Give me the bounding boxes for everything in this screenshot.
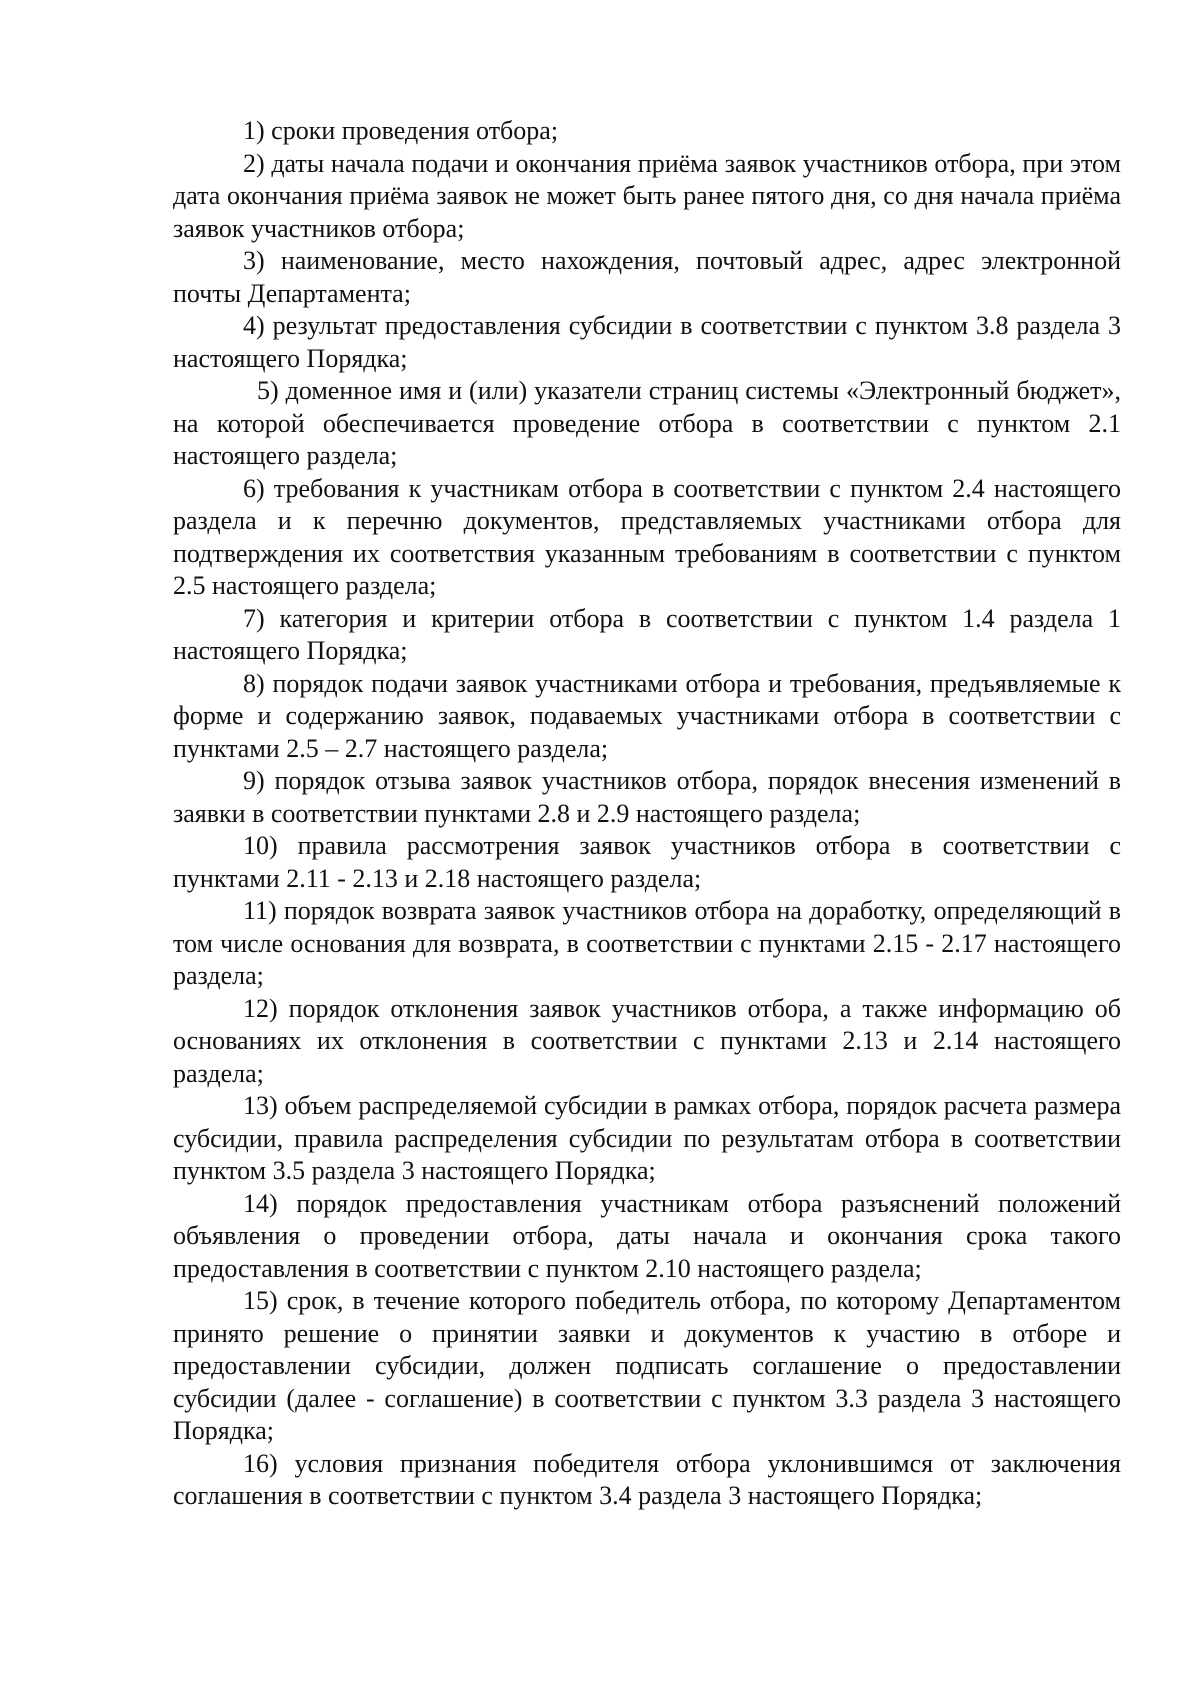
document-body	[173, 115, 1121, 1513]
list-item: 16) условия признания победителя отбора уклонившимся от заключения соглашения в соответствии с пунктом 3.4 раздела 3 настоящего Порядка;	[173, 1448, 1121, 1510]
list-item: 7) категория и критерии отбора в соответствии с пунктом 1.4 раздела 1 настоящего Порядка;	[173, 603, 1121, 665]
list-item: 8) порядок подачи заявок участниками отбора и требования, предъявляемые к форме и содержанию заявок, подаваемых участниками отбора в соответствии с пунктами 2.5 – 2.7 настоящего раздела;	[173, 668, 1121, 763]
list-item: 5) доменное имя и (или) указатели страниц системы «Электронный бюджет», на которой обеспечивается проведение отбора в соответствии с пунктом 2.1 настоящего раздела;	[173, 376, 1121, 470]
list-item: 14) порядок предоставления участникам отбора разъяснений положений объявления о проведении отбора, даты начала и окончания срока такого предоставления в соответствии с пунктом 2.10 настоящего раздела;	[173, 1188, 1121, 1283]
list-item: 2) даты начала подачи и окончания приёма заявок участников отбора, при этом дата окончания приёма заявок не может быть ранее пятого дня, со дня начала приёма заявок участников отбора;	[173, 148, 1121, 243]
list-item: 10) правила рассмотрения заявок участников отбора в соответствии с пунктами 2.11 - 2.13 и 2.18 настоящего раздела;	[173, 831, 1121, 893]
list-item: 4) результат предоставления субсидии в соответствии с пунктом 3.8 раздела 3 настоящего Порядка;	[173, 311, 1121, 373]
list-item: 12) порядок отклонения заявок участников отбора, а также информацию об основаниях их отклонения в соответствии с пунктами 2.13 и 2.14 настоящего раздела;	[173, 993, 1121, 1088]
list-item: 13) объем распределяемой субсидии в рамках отбора, порядок расчета размера субсидии, правила распределения субсидии по результатам отбора в соответствии пунктом 3.5 раздела 3 настоящего Порядка;	[173, 1091, 1121, 1185]
list-item: 3) наименование, место нахождения, почтовый адрес, адрес электронной почты Департамента;	[173, 246, 1121, 308]
list-item: 15) срок, в течение которого победитель отбора, по которому Департаментом принято решение о принятии заявки и документов к участию в отборе и предоставлении субсидии, должен подписать соглашение о предоставлении субсидии (далее - соглашение) в соответствии с пунктом 3.3 раздела 3 настоящего Порядка;	[173, 1286, 1121, 1445]
list-item: 11) порядок возврата заявок участников отбора на доработку, определяющий в том числе основания для возврата, в соответствии с пунктами 2.15 - 2.17 настоящего раздела;	[173, 896, 1121, 990]
list-item: 9) порядок отзыва заявок участников отбора, порядок внесения изменений в заявки в соответствии пунктами 2.8 и 2.9 настоящего раздела;	[173, 766, 1121, 828]
list-item: 1) сроки проведения отбора;	[243, 116, 559, 145]
list-item: 6) требования к участникам отбора в соответствии с пунктом 2.4 настоящего раздела и к перечню документов, представляемых участниками отбора для подтверждения их соответствия указанным требованиям в соответствии с пунктом 2.5 настоящего раздела;	[173, 473, 1121, 600]
